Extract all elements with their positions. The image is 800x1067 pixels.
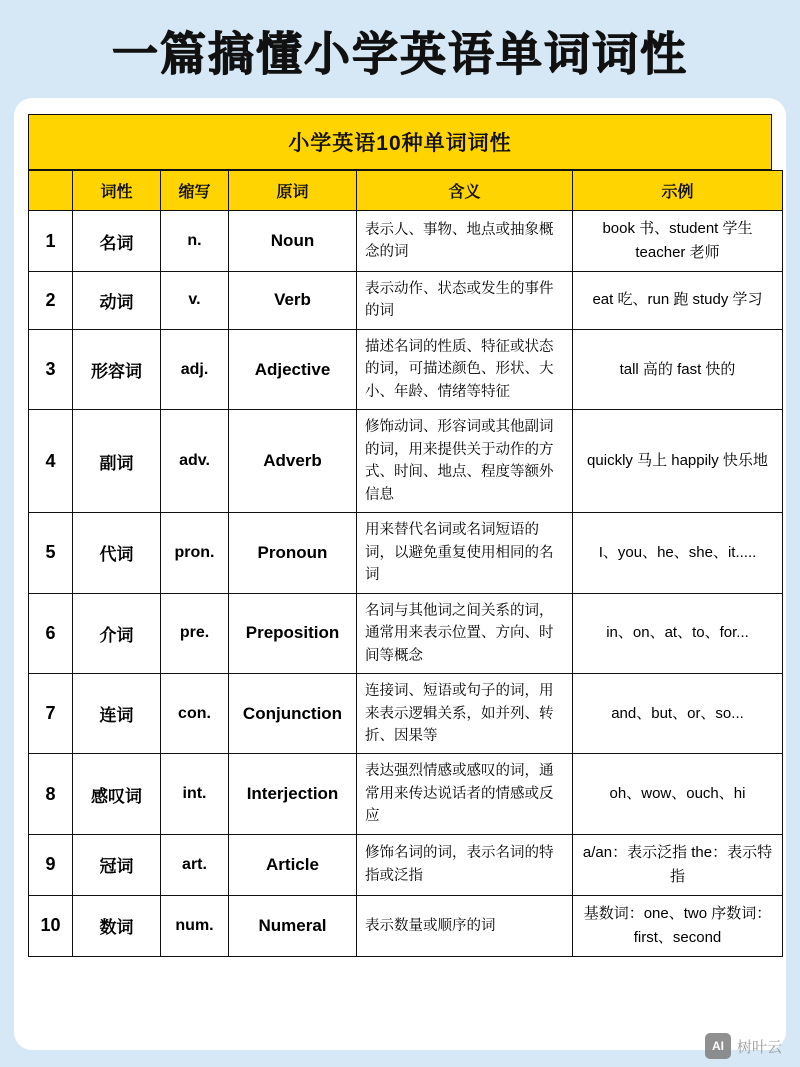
- cell-example: and、but、or、so...: [573, 674, 783, 754]
- cell-index: 8: [29, 754, 73, 834]
- cell-pos: 副词: [73, 410, 161, 513]
- column-header-word: 原词: [229, 171, 357, 211]
- table-row: [29, 895, 783, 956]
- table-header-row: [29, 171, 783, 211]
- cell-example: in、on、at、to、for...: [573, 593, 783, 673]
- cell-index: 9: [29, 834, 73, 895]
- cell-abbr: adv.: [161, 410, 229, 513]
- cell-pos: 动词: [73, 272, 161, 330]
- cell-pos: 名词: [73, 211, 161, 272]
- table-card: [14, 98, 786, 1050]
- cell-example: a/an：表示泛指 the：表示特指: [573, 834, 783, 895]
- table-row: [29, 329, 783, 409]
- column-header-pos: 词性: [73, 171, 161, 211]
- cell-word: Verb: [229, 272, 357, 330]
- table-row: [29, 410, 783, 513]
- cell-index: 5: [29, 513, 73, 593]
- parts-of-speech-table: [28, 170, 783, 957]
- column-header-example: 示例: [573, 171, 783, 211]
- column-header-abbr: 缩写: [161, 171, 229, 211]
- cell-meaning: 用来替代名词或名词短语的词，以避免重复使用相同的名词: [357, 513, 573, 593]
- cell-example: 基数词：one、two 序数词：first、second: [573, 895, 783, 956]
- cell-index: 4: [29, 410, 73, 513]
- cell-meaning: 描述名词的性质、特征或状态的词，可描述颜色、形状、大小、年龄、情绪等特征: [357, 329, 573, 409]
- cell-pos: 连词: [73, 674, 161, 754]
- cell-pos: 感叹词: [73, 754, 161, 834]
- cell-example: quickly 马上 happily 快乐地: [573, 410, 783, 513]
- cell-word: Preposition: [229, 593, 357, 673]
- cell-word: Pronoun: [229, 513, 357, 593]
- cell-pos: 形容词: [73, 329, 161, 409]
- column-header-index: [29, 171, 73, 211]
- cell-index: 7: [29, 674, 73, 754]
- cell-abbr: adj.: [161, 329, 229, 409]
- table-row: [29, 834, 783, 895]
- cell-pos: 数词: [73, 895, 161, 956]
- cell-index: 6: [29, 593, 73, 673]
- cell-abbr: art.: [161, 834, 229, 895]
- ai-badge-icon: AI: [705, 1033, 731, 1059]
- cell-example: I、you、he、she、it.....: [573, 513, 783, 593]
- cell-abbr: n.: [161, 211, 229, 272]
- cell-index: 1: [29, 211, 73, 272]
- cell-word: Article: [229, 834, 357, 895]
- cell-example: oh、wow、ouch、hi: [573, 754, 783, 834]
- cell-example: eat 吃、run 跑 study 学习: [573, 272, 783, 330]
- cell-meaning: 表示数量或顺序的词: [357, 895, 573, 956]
- cell-abbr: con.: [161, 674, 229, 754]
- cell-word: Conjunction: [229, 674, 357, 754]
- cell-word: Numeral: [229, 895, 357, 956]
- table-row: [29, 211, 783, 272]
- cell-word: Adjective: [229, 329, 357, 409]
- cell-index: 3: [29, 329, 73, 409]
- cell-meaning: 修饰名词的词，表示名词的特指或泛指: [357, 834, 573, 895]
- page-title: 一篇搞懂小学英语单词词性: [112, 29, 688, 80]
- cell-abbr: pron.: [161, 513, 229, 593]
- cell-abbr: int.: [161, 754, 229, 834]
- cell-word: Interjection: [229, 754, 357, 834]
- cell-pos: 冠词: [73, 834, 161, 895]
- cell-meaning: 名词与其他词之间关系的词，通常用来表示位置、方向、时间等概念: [357, 593, 573, 673]
- cell-example: book 书、student 学生 teacher 老师: [573, 211, 783, 272]
- cell-example: tall 高的 fast 快的: [573, 329, 783, 409]
- cell-meaning: 连接词、短语或句子的词，用来表示逻辑关系，如并列、转折、因果等: [357, 674, 573, 754]
- cell-word: Adverb: [229, 410, 357, 513]
- watermark: [705, 1033, 782, 1059]
- cell-meaning: 表达强烈情感或感叹的词，通常用来传达说话者的情感或反应: [357, 754, 573, 834]
- cell-pos: 介词: [73, 593, 161, 673]
- cell-index: 2: [29, 272, 73, 330]
- cell-meaning: 表示动作、状态或发生的事件的词: [357, 272, 573, 330]
- table-row: [29, 674, 783, 754]
- table-row: [29, 593, 783, 673]
- cell-meaning: 修饰动词、形容词或其他副词的词，用来提供关于动作的方式、时间、地点、程度等额外信息: [357, 410, 573, 513]
- cell-abbr: v.: [161, 272, 229, 330]
- watermark-label: 树叶云: [736, 1038, 782, 1056]
- cell-meaning: 表示人、事物、地点或抽象概念的词: [357, 211, 573, 272]
- table-caption: 小学英语10种单词词性: [28, 114, 772, 170]
- cell-index: 10: [29, 895, 73, 956]
- table-row: [29, 754, 783, 834]
- cell-word: Noun: [229, 211, 357, 272]
- cell-abbr: pre.: [161, 593, 229, 673]
- table-row: [29, 272, 783, 330]
- cell-pos: 代词: [73, 513, 161, 593]
- table-row: [29, 513, 783, 593]
- column-header-meaning: 含义: [357, 171, 573, 211]
- cell-abbr: num.: [161, 895, 229, 956]
